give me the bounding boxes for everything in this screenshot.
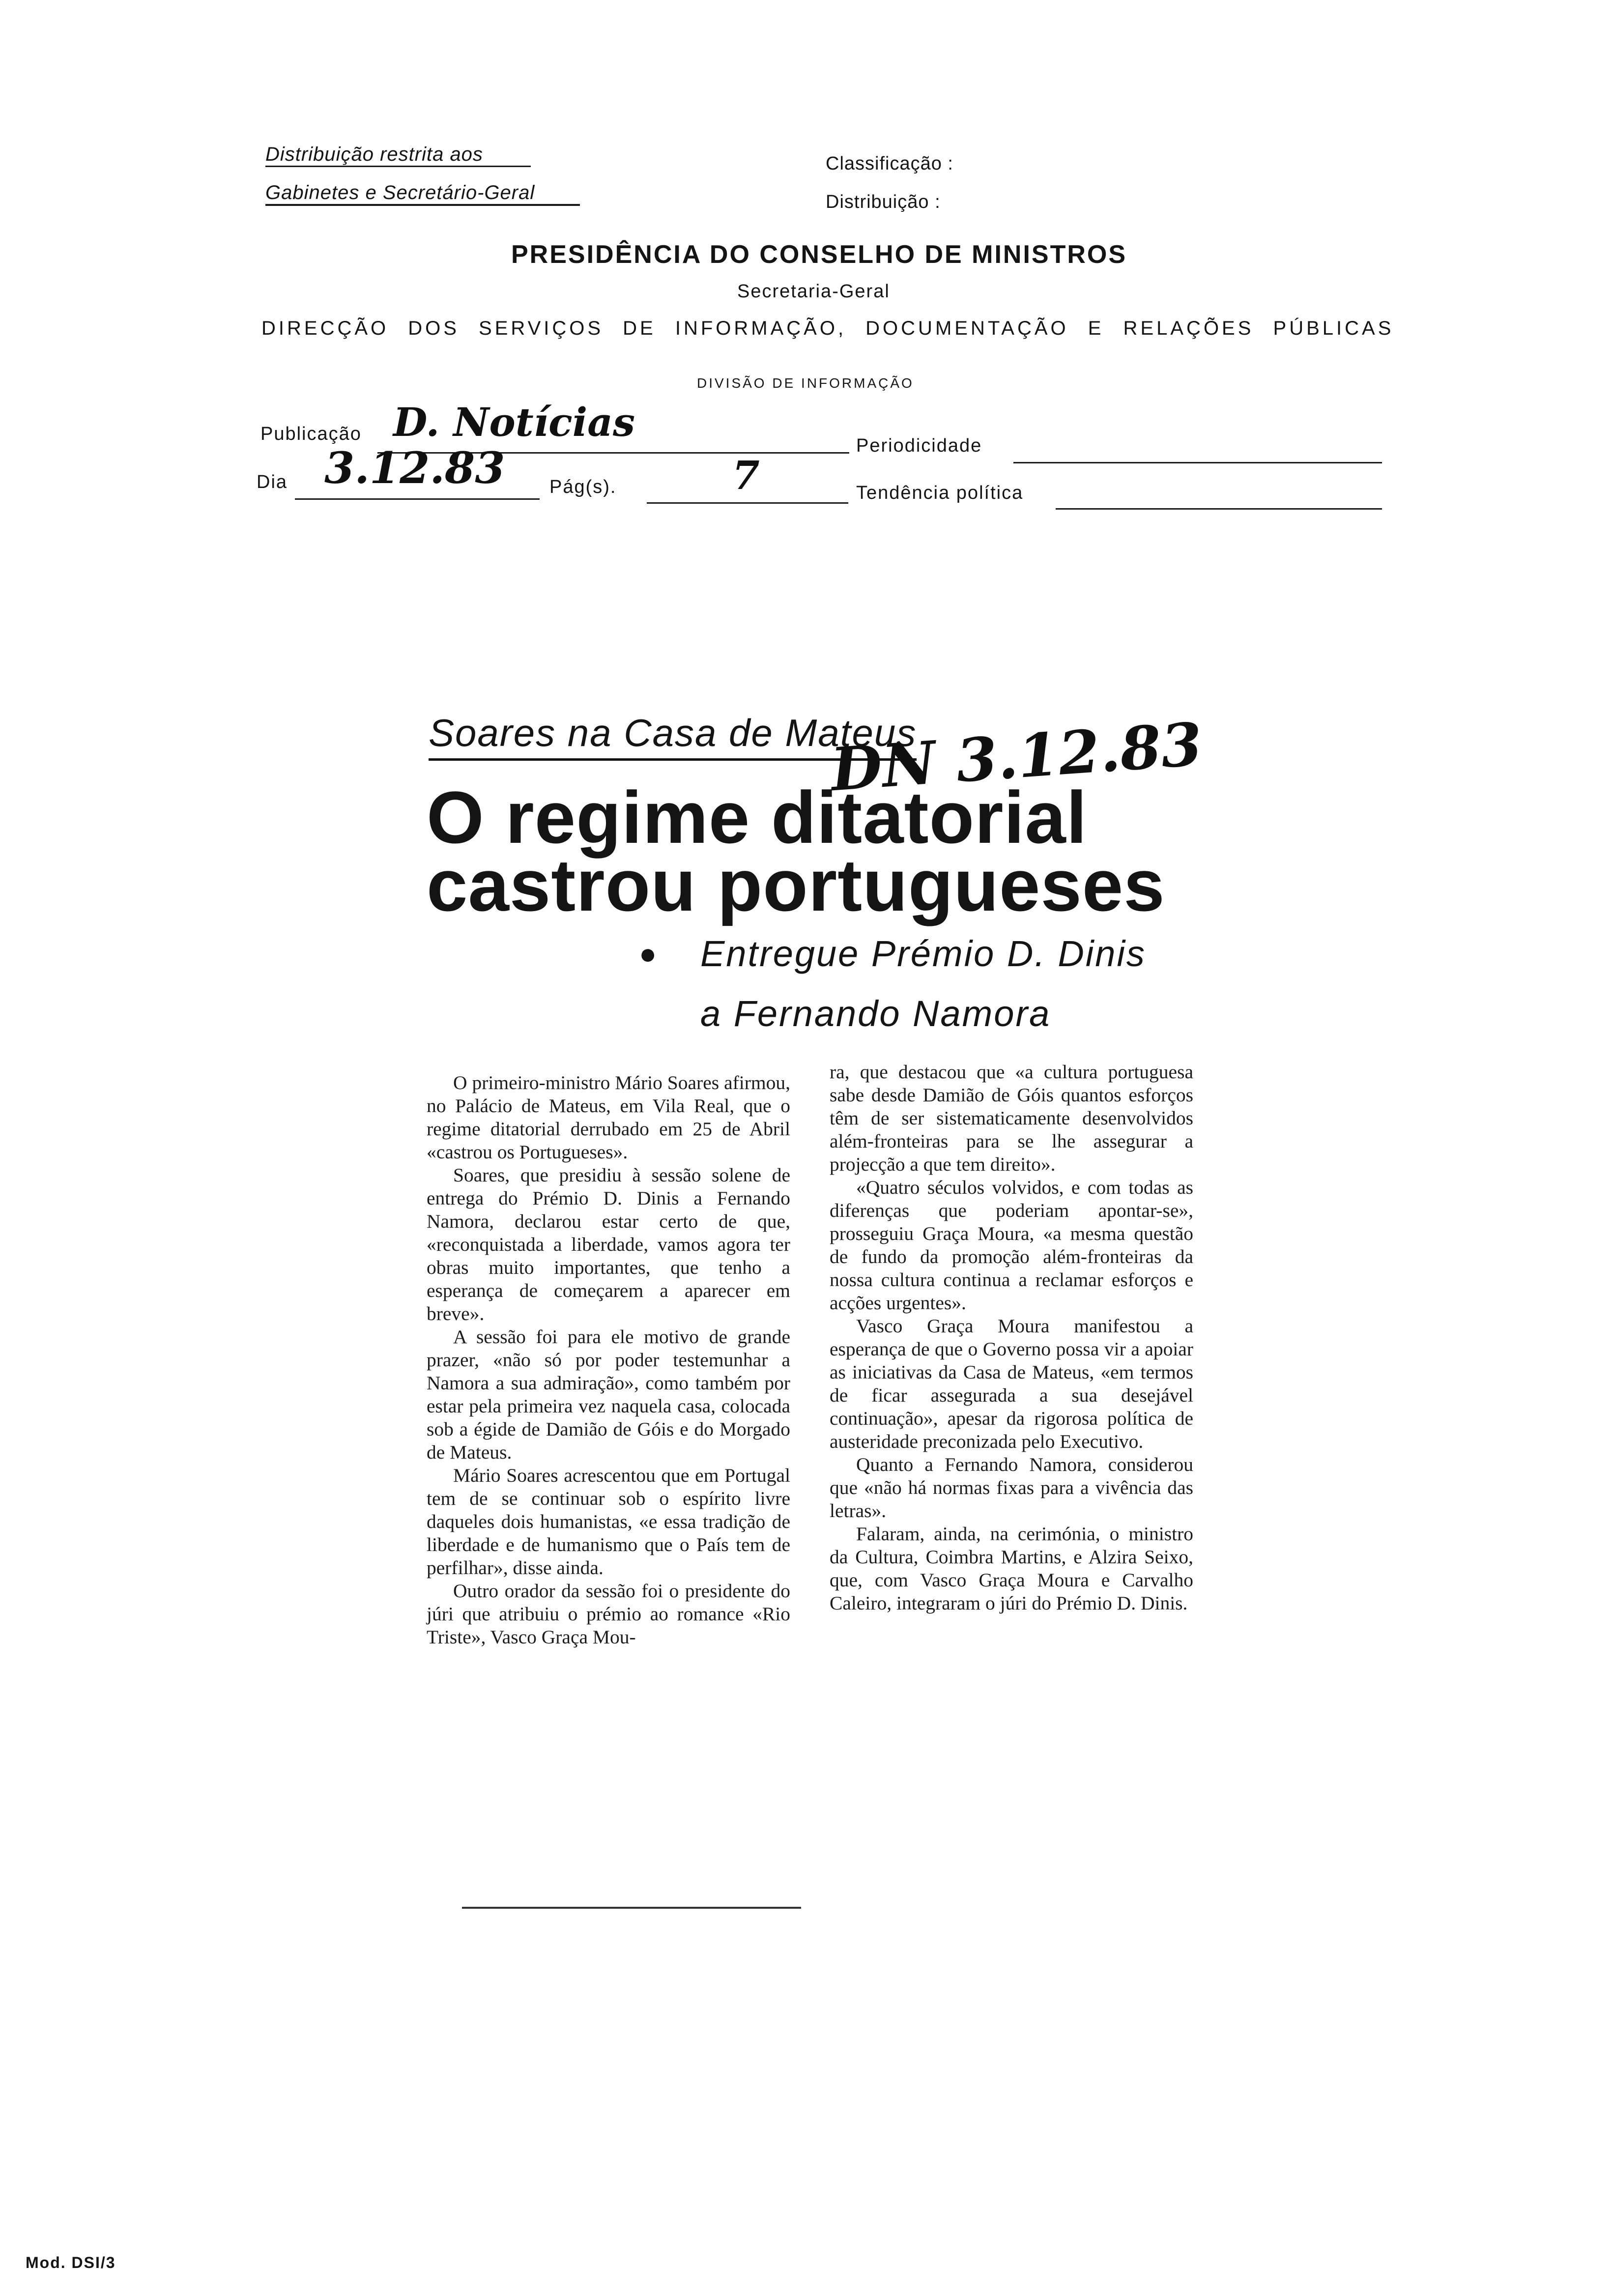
tendencia-line <box>1056 508 1382 510</box>
tendencia-label: Tendência política <box>856 483 1024 503</box>
pags-handwritten-value: 7 <box>732 452 760 498</box>
dia-handwritten-value: 3.12.83 <box>324 442 505 493</box>
dia-line <box>295 498 540 500</box>
publicacao-label: Publicação <box>260 424 362 444</box>
divisao-label: DIVISÃO DE INFORMAÇÃO <box>697 375 914 391</box>
paragraph: Mário Soares acrescentou que em Portugal tem de se continuar sob o espírito livre daqueles dois humanistas, «e essa tradição de liberdade e de humanismo que o País tem de perfilhar», disse ainda. <box>427 1464 790 1578</box>
classificacao-label: Classificação : <box>826 153 953 174</box>
paragraph: Falaram, ainda, na cerimónia, o ministro da Cultura, Coimbra Martins, e Alzira Seixo, que, com Vasco Graça Moura e Carvalho Caleiro, integraram o júri do Prémio D. Dinis. <box>830 1523 1193 1614</box>
paragraph: «Quatro séculos volvidos, e com todas as diferenças que poderiam apontar-se», prosseguiu Graça Moura, «a mesma questão de fundo da promoção além-fronteiras da nossa cultura continua a reclamar esforços e acções urgentes». <box>830 1177 1193 1314</box>
paragraph: A sessão foi para ele motivo de grande prazer, «não só por poder testemunhar a Namora a sua admiração», como também por estar pela primeira vez naquela casa, colocada sob a égide de Damião de Góis e do Morgado de Mateus. <box>427 1326 790 1463</box>
paragraph: O primeiro-ministro Mário Soares afirmou, no Palácio de Mateus, em Vila Real, que o regime ditatorial derrubado em 25 de Abril «castrou os Portugueses». <box>427 1072 790 1163</box>
paragraph: Outro orador da sessão foi o presidente do júri que atribuiu o prémio ao romance «Rio Triste», Vasco Graça Mou- <box>427 1580 790 1648</box>
pags-label: Pág(s). <box>549 477 617 497</box>
article-column-2 <box>830 1061 1193 1615</box>
date-stamp: DN 3.12.83 <box>829 709 1205 805</box>
publicacao-handwritten-value: D. Notícias <box>393 399 635 445</box>
article-column-1 <box>427 1071 790 1649</box>
periodicidade-label: Periodicidade <box>856 435 982 456</box>
paragraph: ra, que destacou que «a cultura portuguesa sabe desde Damião de Góis quantos esforços têm de ser sistematicamente desenvolvidos além-fronteiras para se lhe assegurar a projecção a que tem direito». <box>830 1061 1193 1175</box>
pags-line <box>647 502 848 504</box>
subtitle-line-1: Entregue Prémio D. Dinis <box>700 933 1146 974</box>
form-model-code: Mod. DSI/3 <box>26 2254 116 2271</box>
article-kicker: Soares na Casa de Mateus <box>429 711 917 761</box>
bullet-icon: ● <box>639 937 657 970</box>
dia-label: Dia <box>257 472 288 492</box>
restriction-line-2: Gabinetes e Secretário-Geral <box>265 182 580 206</box>
periodicidade-line <box>1013 462 1382 463</box>
headline-line-2: castrou portugueses <box>427 844 1165 926</box>
distribuicao-label: Distribuição : <box>826 192 941 212</box>
paragraph: Soares, que presidiu à sessão solene de entrega do Prémio D. Dinis a Fernando Namora, declarou estar certo de que, «reconquistada a liberdade, vamos agora ter obras muito importantes, que tenho a esperança de começarem a aparecer em breve». <box>427 1164 790 1324</box>
restriction-line-1: Distribuição restrita aos <box>265 144 531 167</box>
secretaria-geral: Secretaria-Geral <box>737 281 890 302</box>
headline-line-1: O regime ditatorial <box>427 776 1088 859</box>
paragraph: Quanto a Fernando Namora, considerou que «não há normas fixas para a vivência das letras». <box>830 1454 1193 1521</box>
organization-title: PRESIDÊNCIA DO CONSELHO DE MINISTROS <box>511 240 1127 269</box>
paragraph: Vasco Graça Moura manifestou a esperança de que o Governo possa vir a apoiar as iniciativas da Casa de Mateus, «em termos de ficar assegurada a sua desejável continuação», apesar da rigorosa política de austeridade preconizada pelo Executivo. <box>830 1315 1193 1452</box>
direction-title: DIRECÇÃO DOS SERVIÇOS DE INFORMAÇÃO, DOCUMENTAÇÃO E RELAÇÕES PÚBLICAS <box>261 317 1394 339</box>
subtitle-line-2: a Fernando Namora <box>700 993 1051 1034</box>
article-end-rule <box>462 1907 801 1909</box>
